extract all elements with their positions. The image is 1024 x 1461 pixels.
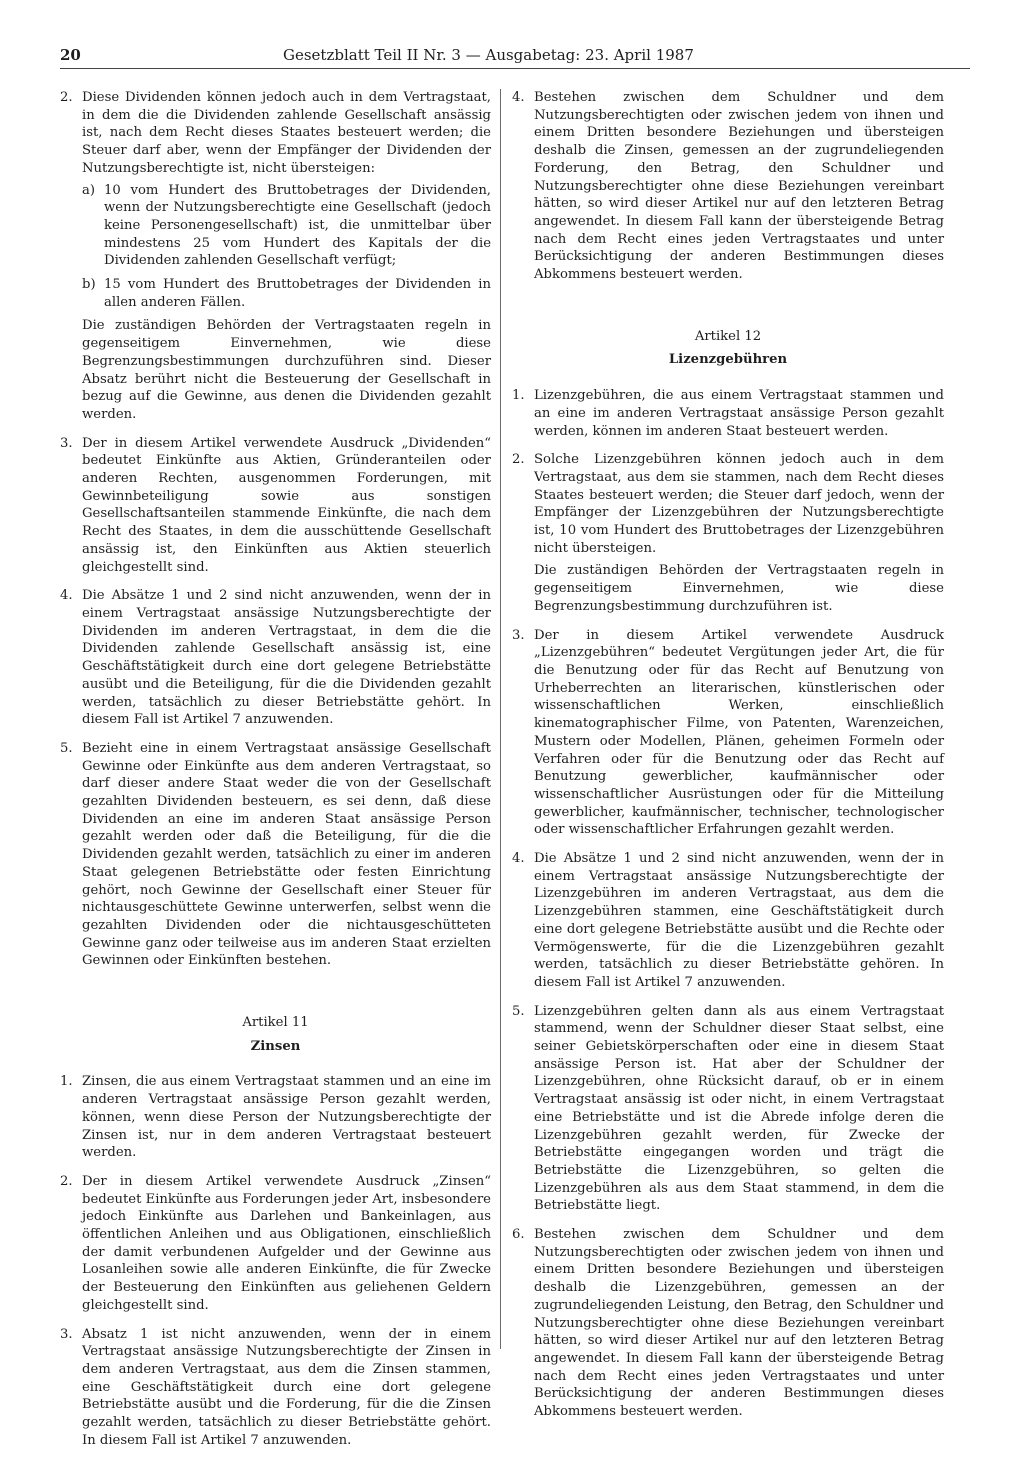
paragraph-text: Zinsen, die aus einem Vertragstaat stammen und an eine im anderen Vertragstaat ansässige Person gezahlt werden, können, wenn diese Person der Nutzungsberechtigte der Zinsen ist, nur in dem anderen Vertragstaat besteuert werden. [82,1074,491,1161]
article-12-title: Lizenzgebühren [668,352,788,368]
paragraph-number: 2. [60,1173,73,1189]
paragraph-text: Der in diesem Artikel verwendete Ausdruck „Dividenden“ bedeutet Einkünfte aus Aktien, Gründeranteilen oder anderen Rechten, ausgenommen Forderungen, mit Gewinnbeteiligung sowie aus sonstigen Gesellschaftsanteilen stammende Einkünfte, die nach dem Recht des Staates, in dem die ausschüttende Gesellschaft ansässig ist, den Einkünften aus Aktien steuerlich gleichgestellt sind. [82,435,491,575]
sub-item-text: 10 vom Hundert des Bruttobetrages der Dividenden, wenn der Nutzungsberechtigte eine Gesellschaft (jedoch keine Personengesellschaft) ist, die unmittelbar über mindestens 25 vom Hundert des Kapitals der die Dividenden zahlenden Gesellschaft verfügt; [104,182,491,269]
paragraph-text: Die Absätze 1 und 2 sind nicht anzuwenden, wenn der in einem Vertragstaat ansässige Nutzungsberechtigte der Lizenzgebühren im anderen Vertragstaat, aus dem die Lizenzgebühren stammen, eine Geschäftstätigkeit durch eine dort gelegene Betriebstätte ausübt und die Rechte oder Vermögenswerte, für die die Lizenzgebühren gezahlt werden, tatsächlich zu dieser Betriebstätte gehören. In diesem Fall ist Artikel 7 anzuwenden. [534,851,944,990]
article-12-paragraph-1 [512,387,944,440]
paragraph-number: 3. [60,435,73,451]
paragraph-text: Der in diesem Artikel verwendete Ausdruck „Zinsen“ bedeutet Einkünfte aus Forderungen jeder Art, insbesondere jedoch Einkünfte aus Darlehen und Bankeinlagen, aus öffentlichen Anleihen und aus Obligationen, einschließlich der damit verbundenen Aufgelder und der Gewinne aus Losanleihen sowie alle anderen Einkünfte, die für Zwecke der Besteuerung den Einkünften aus geliehenen Geldern gleichgestellt sind. [82,1173,491,1313]
paragraph-number: 2. [512,452,525,468]
page-header [60,46,970,69]
paragraph-number: 4. [512,90,525,105]
paragraph-number: 5. [512,1003,525,1019]
sub-item-label: a) [82,182,96,198]
right-column [512,89,944,1432]
article-12-paragraph-3 [512,627,944,839]
article-10-paragraph-2 [60,89,491,424]
paragraph-text: Diese Dividenden können jedoch auch in dem Vertragstaat, in dem die die Dividenden zahlende Gesellschaft ansässig ist, nach dem Recht dieses Staates besteuert werden; die Steuer darf aber, wenn der Empfänger der Dividenden der Nutzungsberechtigte ist, nicht übersteigen: [82,90,491,176]
article-11-paragraph-4 [512,89,944,284]
paragraph-text: Bestehen zwischen dem Schuldner und dem Nutzungsberechtigten oder zwischen jedem von ihnen und einem Dritten besondere Beziehungen und übersteigen deshalb die Lizenzgebühren, gemessen an der zugrundeliegenden Leistung, den Betrag, den Schuldner und Nutzungsberechtigter ohne diese Beziehungen vereinbart hätten, so wird dieser Artikel nur auf den letzteren Betrag angewendet. In diesem Fall kann der übersteigende Betrag nach dem Recht eines jeden Vertragstaates und unter Berücksichtigung der anderen Bestimmungen dieses Abkommens besteuert werden. [534,1227,944,1420]
article-12-paragraph-4 [512,850,944,992]
paragraph-text: Bestehen zwischen dem Schuldner und dem Nutzungsberechtigten oder zwischen jedem von ihnen und einem Dritten besondere Beziehungen und übersteigen deshalb die Zinsen, gemessen an der zugrundeliegenden Forderung, den Betrag, den Schuldner und Nutzungsberechtigter ohne diese Beziehungen vereinbart hätten, so wird dieser Artikel nur auf den letzteren Betrag angewendet. In diesem Fall kann der übersteigende Betrag nach dem Recht eines jeden Vertragstaates und unter Berücksichtigung der anderen Bestimmungen dieses Abkommens besteuert werden. [534,90,944,283]
paragraph-continuation: Die zuständigen Behörden der Vertragstaaten regeln in gegenseitigem Einvernehmen, wie diese Begrenzungsbestimmung durchzuführen ist. [534,563,944,614]
paragraph-number: 2. [60,90,73,105]
article-11-title: Zinsen [250,1038,301,1054]
article-12-paragraph-5 [512,1003,944,1215]
paragraph-number: 4. [60,588,73,604]
sub-item-b [82,276,491,311]
paragraph-text: Lizenzgebühren gelten dann als aus einem Vertragstaat stammend, wenn der Schuldner dieser Staat selbst, eine seiner Gebietskörperschaften oder eine in diesem Staat ansässige Person ist. Hat aber der Schuldner der Lizenzgebühren, ohne Rücksicht darauf, ob er in einem Vertragstaat ansässig ist oder nicht, in einem Vertragstaat eine Betriebstätte und ist die Abrede infolge deren die Lizenzgebühren gezahlt werden, für Zwecke der Betriebstätte eingegangen worden und trägt die Betriebstätte die Lizenzgebühren, so gelten die Lizenzgebühren als aus dem Staat stammend, in dem die Betriebstätte liegt. [534,1003,944,1214]
paragraph-continuation: Die zuständigen Behörden der Vertragstaaten regeln in gegenseitigem Einvernehmen, wie diese Begrenzungsbestimmungen durchzuführen sind. Dieser Absatz berührt nicht die Besteuerung der Gesellschaft in bezug auf die Gewinne, aus denen die Dividenden gezahlt werden. [82,318,491,422]
column-divider [500,89,501,1349]
article-10-paragraph-5 [60,740,491,970]
paragraph-number: 1. [512,388,525,404]
article-12-paragraph-6 [512,1226,944,1421]
article-11-paragraph-2 [60,1173,491,1315]
sub-item-text: 15 vom Hundert des Bruttobetrages der Dividenden in allen anderen Fällen. [104,277,491,310]
paragraph-text: Solche Lizenzgebühren können jedoch auch in dem Vertragstaat, aus dem sie stammen, nach dem Recht dieses Staates besteuert werden; die Steuer darf jedoch, wenn der Empfänger der Lizenzgebühren der Nutzungsberechtigte ist, 10 vom Hundert des Bruttobetrages der Lizenzgebühren nicht übersteigen. [534,452,944,556]
paragraph-number: 3. [60,1326,73,1342]
paragraph-text: Die Absätze 1 und 2 sind nicht anzuwenden, wenn der in einem Vertragstaat ansässige Nutzungsberechtigte der Dividenden im anderen Vertragstaat, in dem die die Dividenden zahlende Gesellschaft ansässig ist, eine Geschäftstätigkeit durch eine dort gelegene Betriebstätte ausübt und die Beteiligung, für die die Dividenden gezahlt werden, tatsächlich zu dieser Betriebstätte gehört. In diesem Fall ist Artikel 7 anzuwenden. [82,588,491,728]
paragraph-number: 4. [512,851,525,867]
article-12-paragraph-2 [512,451,944,615]
paragraph-number: 1. [60,1074,73,1090]
paragraph-text: Bezieht eine in einem Vertragstaat ansässige Gesellschaft Gewinne oder Einkünfte aus dem anderen Vertragstaat, so darf dieser andere Staat weder die von der Gesellschaft gezahlten Dividenden besteuern, es sei denn, daß diese Dividenden an eine im anderen Staat ansässige Person gezahlt werden oder daß die Beteiligung, für die die Dividenden gezahlt werden, tatsächlich zu einer im anderen Staat gelegenen Betriebstätte oder festen Einrichtung gehört, noch Gewinne der Gesellschaft einer Steuer für nichtausgeschüttete Gewinne unterwerfen, selbst wenn die gezahlten Dividenden oder die nichtausgeschütteten Gewinne ganz oder teilweise aus im anderen Staat erzielten Gewinnen oder Einkünften bestehen. [82,740,491,969]
article-11-heading: Artikel 11 [242,1015,309,1031]
running-head: Gesetzblatt Teil II Nr. 3 — Ausgabetag: 23. April 1987 [283,46,694,64]
paragraph-number: 6. [512,1227,525,1243]
sub-item-a [82,182,491,271]
paragraph-number: 3. [512,627,525,643]
paragraph-number: 5. [60,740,73,756]
sub-item-label: b) [82,277,96,293]
paragraph-text: Lizenzgebühren, die aus einem Vertragstaat stammen und an eine im anderen Vertragstaat ansässige Person gezahlt werden, können im anderen Staat besteuert werden. [534,388,944,439]
article-11-paragraph-3 [60,1326,491,1450]
page-number: 20 [60,46,81,64]
article-12-heading: Artikel 12 [694,328,762,344]
paragraph-text: Absatz 1 ist nicht anzuwenden, wenn der in einem Vertragstaat ansässige Nutzungsberechtigte der Zinsen in dem anderen Vertragstaat, aus dem die Zinsen stammen, eine Geschäftstätigkeit durch eine dort gelegene Betriebstätte ausübt und die Forderung, für die die Zinsen gezahlt werden, tatsächlich zu dieser Betriebstätte gehört. In diesem Fall ist Artikel 7 anzuwenden. [82,1326,491,1448]
article-11-paragraph-1 [60,1073,491,1162]
article-10-paragraph-3 [60,435,491,577]
paragraph-text: Der in diesem Artikel verwendete Ausdruck „Lizenzgebühren“ bedeutet Vergütungen jeder Art, die für die Benutzung oder für das Recht auf Benutzung von Urheberrechten an literarischen, künstlerischen oder wissenschaftlichen Werken, einschließlich kinematographischer Filme, von Patenten, Warenzeichen, Mustern oder Modellen, Plänen, geheimen Formeln oder Verfahren oder für die Benutzung oder das Recht auf Benutzung gewerblicher, kaufmännischer oder wissenschaftlicher Ausrüstungen oder für die Mitteilung gewerblicher, kaufmännischer, technischer, technologischer oder wissenschaftlicher Erfahrungen gezahlt werden. [534,627,944,838]
left-column [60,89,491,1461]
article-10-paragraph-4 [60,587,491,729]
